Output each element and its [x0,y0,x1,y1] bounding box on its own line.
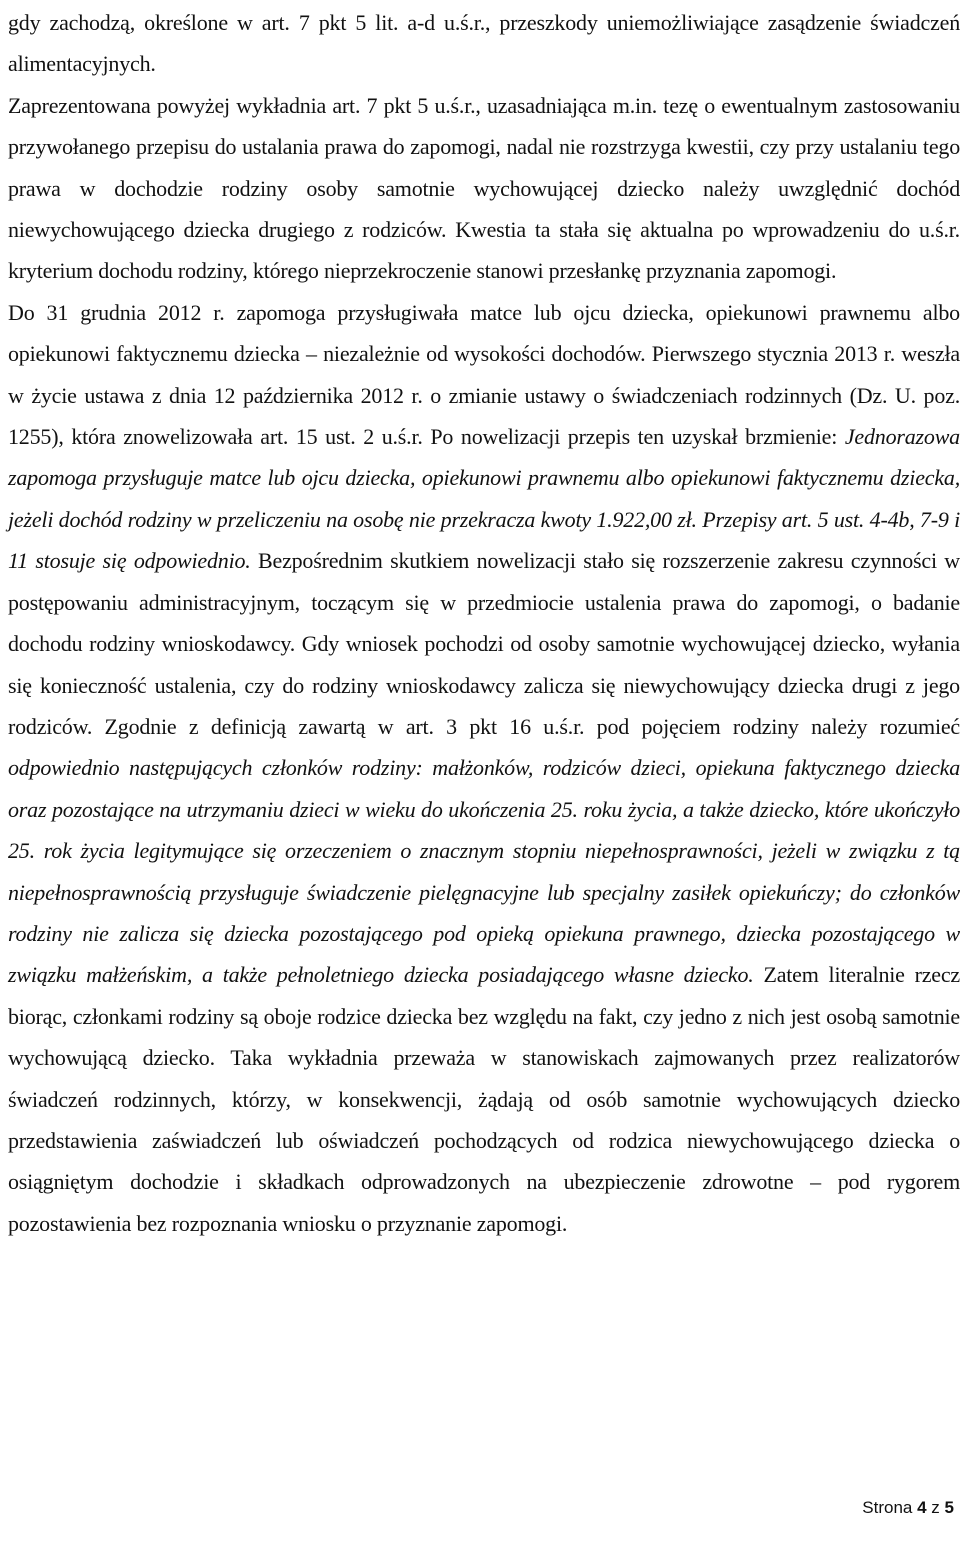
paragraph-text: Do 31 grudnia 2012 r. zapomoga przysługiwała matce lub ojcu dziecka, opiekunowi prawnemu albo opiekunowi faktycznemu dziecka – niezależnie od wysokości dochodów. Pierwszego stycznia 2013 r. weszła w życie ustawa z dnia 12 października 2012 r. o zmianie ustawy o świadczeniach rodzinnych (Dz. U. poz. 1255), która znowelizowała art. 15 ust. 2 u.ś.r. Po nowelizacji przepis ten uzyskał brzmienie: [8,299,960,450]
current-page-number: 4 [917,1498,927,1517]
paragraph-text: gdy zachodzą, określone w art. 7 pkt 5 lit. a-d u.ś.r., przeszkody uniemożliwiające zasądzenie świadczeń alimentacyjnych. [8,10,960,77]
paragraph [8,292,960,1244]
total-pages-number: 5 [944,1498,954,1517]
quoted-text: odpowiednio następujących członków rodziny: małżonków, rodziców dzieci, opiekuna faktycznego dziecka oraz pozostające na utrzymaniu dzieci w wieku do ukończenia 25. roku życia, a także dziecko, które ukończyło 25. rok życia legitymujące się orzeczeniem o znacznym stopniu niepełnosprawności, jeżeli w związku z tą niepełnosprawnością przysługuje świadczenie pielęgnacyjne lub specjalny zasiłek opiekuńczy; do członków rodziny nie zalicza się dziecka pozostającego pod opieką opiekuna prawnego, dziecka pozostającego w związku małżeńskim, a także pełnoletniego dziecka posiadającego własne dziecko. [8,755,960,988]
paragraph-text: Zatem literalnie rzecz biorąc, członkami rodziny są oboje rodzice dziecka bez względu na fakt, czy jedno z nich jest osobą samotnie wychowującą dziecko. Taka wykładnia przeważa w stanowiskach zajmowanych przez realizatorów świadczeń rodzinnych, którzy, w konsekwencji, żądają od osób samotnie wychowujących dziecko przedstawienia zaświadczeń lub oświadczeń pochodzących od rodzica niewychowującego dziecka o osiągniętym dochodzie i składkach odprowadzonych na ubezpieczenie zdrowotne – pod rygorem pozostawienia bez rozpoznania wniosku o przyznanie zapomogi. [8,962,960,1236]
paragraph [8,2,960,85]
page-footer [862,1498,954,1518]
paragraph [8,85,960,292]
paragraph-text: Bezpośrednim skutkiem nowelizacji stało się rozszerzenie zakresu czynności w postępowaniu administracyjnym, toczącym się w przedmiocie ustalenia prawa do zapomogi, o badanie dochodu rodziny wnioskodawcy. Gdy wniosek pochodzi od osoby samotnie wychowującej dziecko, wyłania się konieczność ustalenia, czy do rodziny wnioskodawcy zalicza się niewychowujący dziecka drugi z jego rodziców. Zgodnie z definicją zawartą w art. 3 pkt 16 u.ś.r. pod pojęciem rodziny należy rozumieć [8,548,960,739]
quoted-text: Jednorazowa zapomoga przysługuje matce lub ojcu dziecka, opiekunowi prawnemu albo opiekunowi faktycznemu dziecka, jeżeli dochód rodziny w przeliczeniu na osobę nie przekracza kwoty 1.922,00 zł. Przepisy art. 5 ust. 4-4b, 7-9 i 11 stosuje się odpowiednio. [8,424,960,574]
paragraph-text: Zaprezentowana powyżej wykładnia art. 7 pkt 5 u.ś.r., uzasadniająca m.in. tezę o ewentualnym zastosowaniu przywołanego przepisu do ustalania prawa do zapomogi, nadal nie rozstrzyga kwestii, czy przy ustalaniu tego prawa w dochodzie rodziny osoby samotnie wychowującej dziecko należy uwzględnić dochód niewychowującego dziecka drugiego z rodziców. Kwestia ta stała się aktualna po wprowadzeniu do u.ś.r. kryterium dochodu rodziny, którego nieprzekroczenie stanowi przesłankę przyznania zapomogi. [8,92,960,284]
page-label: Strona [862,1498,913,1517]
page-of-label: z [931,1498,940,1517]
document-body [8,2,960,1244]
